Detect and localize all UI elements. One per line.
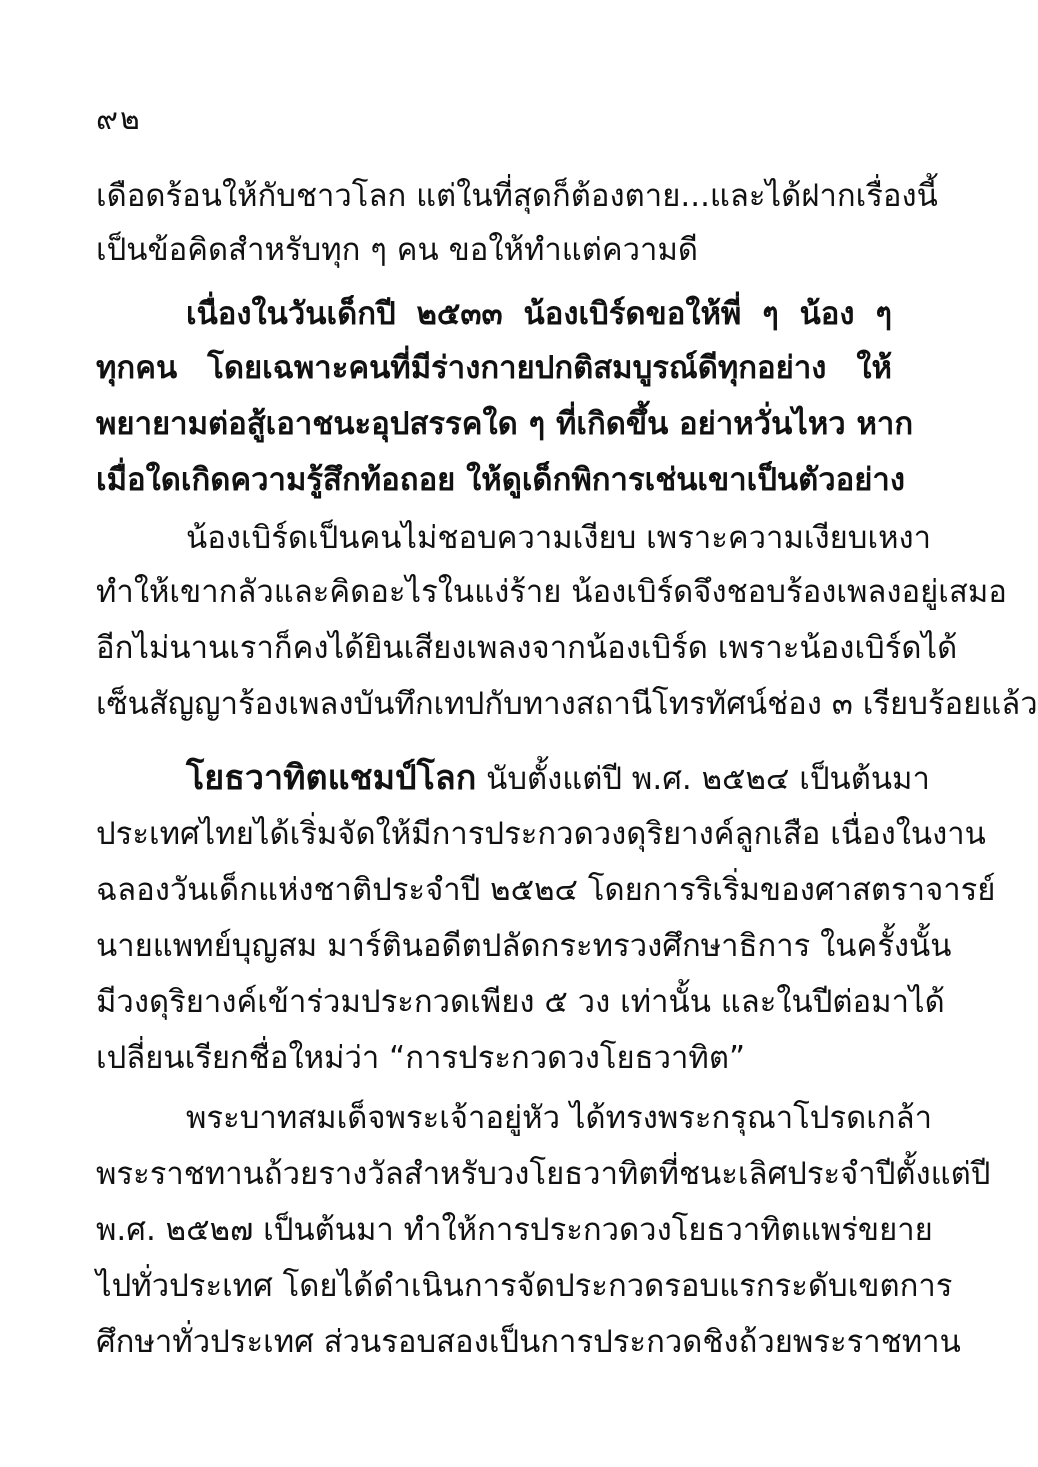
section-heading: โยธวาทิตแชมป์โลก (186, 758, 477, 798)
text-line: เป็นข้อคิดสำหรับทุก ๆ คน ขอให้ทำแต่ความดี (96, 232, 699, 268)
text-line: พระราชทานถ้วยรางวัลสำหรับวงโยธวาทิตที่ชนะเลิศประจำปีตั้งแต่ปี (96, 1156, 991, 1192)
text-line: เปลี่ยนเรียกชื่อใหม่ว่า “การประกวดวงโยธวาทิต” (96, 1040, 746, 1076)
text-line: ทำให้เขากลัวและคิดอะไรในแง่ร้าย น้องเบิร์ดจึงชอบร้องเพลงอยู่เสมอ (96, 574, 1007, 610)
text-line: มีวงดุริยางค์เข้าร่วมประกวดเพียง ๕ วง เท่านั้น และในปีต่อมาได้ (96, 984, 945, 1020)
text-line: น้องเบิร์ดเป็นคนไม่ชอบความเงียบ เพราะความเงียบเหงา (186, 520, 932, 556)
text-line: ไปทั่วประเทศ โดยได้ดำเนินการจัดประกวดรอบแรกระดับเขตการ (96, 1268, 953, 1304)
section-heading-rest: นับตั้งแต่ปี พ.ศ. ๒๕๒๔ เป็นต้นมา (476, 761, 930, 797)
text-line: เมื่อใดเกิดความรู้สึกท้อถอย ให้ดูเด็กพิการเช่นเขาเป็นตัวอย่าง (96, 462, 905, 498)
text-line: เซ็นสัญญาร้องเพลงบันทึกเทปกับทางสถานีโทรทัศน์ช่อง ๓ เรียบร้อยแล้ว (96, 686, 1038, 722)
text-line: อีกไม่นานเราก็คงได้ยินเสียงเพลงจากน้องเบิร์ด เพราะน้องเบิร์ดได้ (96, 630, 958, 666)
text-line: พยายามต่อสู้เอาชนะอุปสรรคใด ๆ ที่เกิดขึ้น อย่าหวั่นไหว หาก (96, 406, 914, 442)
text-line: นายแพทย์บุญสม มาร์ตินอดีตปลัดกระทรวงศึกษาธิการ ในครั้งนั้น (96, 928, 952, 964)
text-line: ทุกคน โดยเฉพาะคนที่มีร่างกายปกติสมบูรณ์ดีทุกอย่าง ให้ (96, 350, 892, 386)
text-line: ฉลองวันเด็กแห่งชาติประจำปี ๒๕๒๔ โดยการริเริ่มของศาสตราจารย์ (96, 872, 996, 908)
text-line: เนื่องในวันเด็กปี ๒๕๓๓ น้องเบิร์ดขอให้พี่ ๆ น้อง ๆ (186, 296, 892, 332)
page-number: ๙๒ (96, 102, 142, 137)
section-first-line (186, 750, 930, 806)
text-line: พระบาทสมเด็จพระเจ้าอยู่หัว ได้ทรงพระกรุณาโปรดเกล้า (186, 1100, 933, 1136)
text-line: ศึกษาทั่วประเทศ ส่วนรอบสองเป็นการประกวดชิงถ้วยพระราชทาน (96, 1324, 961, 1360)
text-line: เดือดร้อนให้กับชาวโลก แต่ในที่สุดก็ต้องตาย...และได้ฝากเรื่องนี้ (96, 178, 938, 214)
text-line: ประเทศไทยได้เริ่มจัดให้มีการประกวดวงดุริยางค์ลูกเสือ เนื่องในงาน (96, 816, 986, 852)
text-line: พ.ศ. ๒๕๒๗ เป็นต้นมา ทำให้การประกวดวงโยธวาทิตแพร่ขยาย (96, 1212, 933, 1248)
